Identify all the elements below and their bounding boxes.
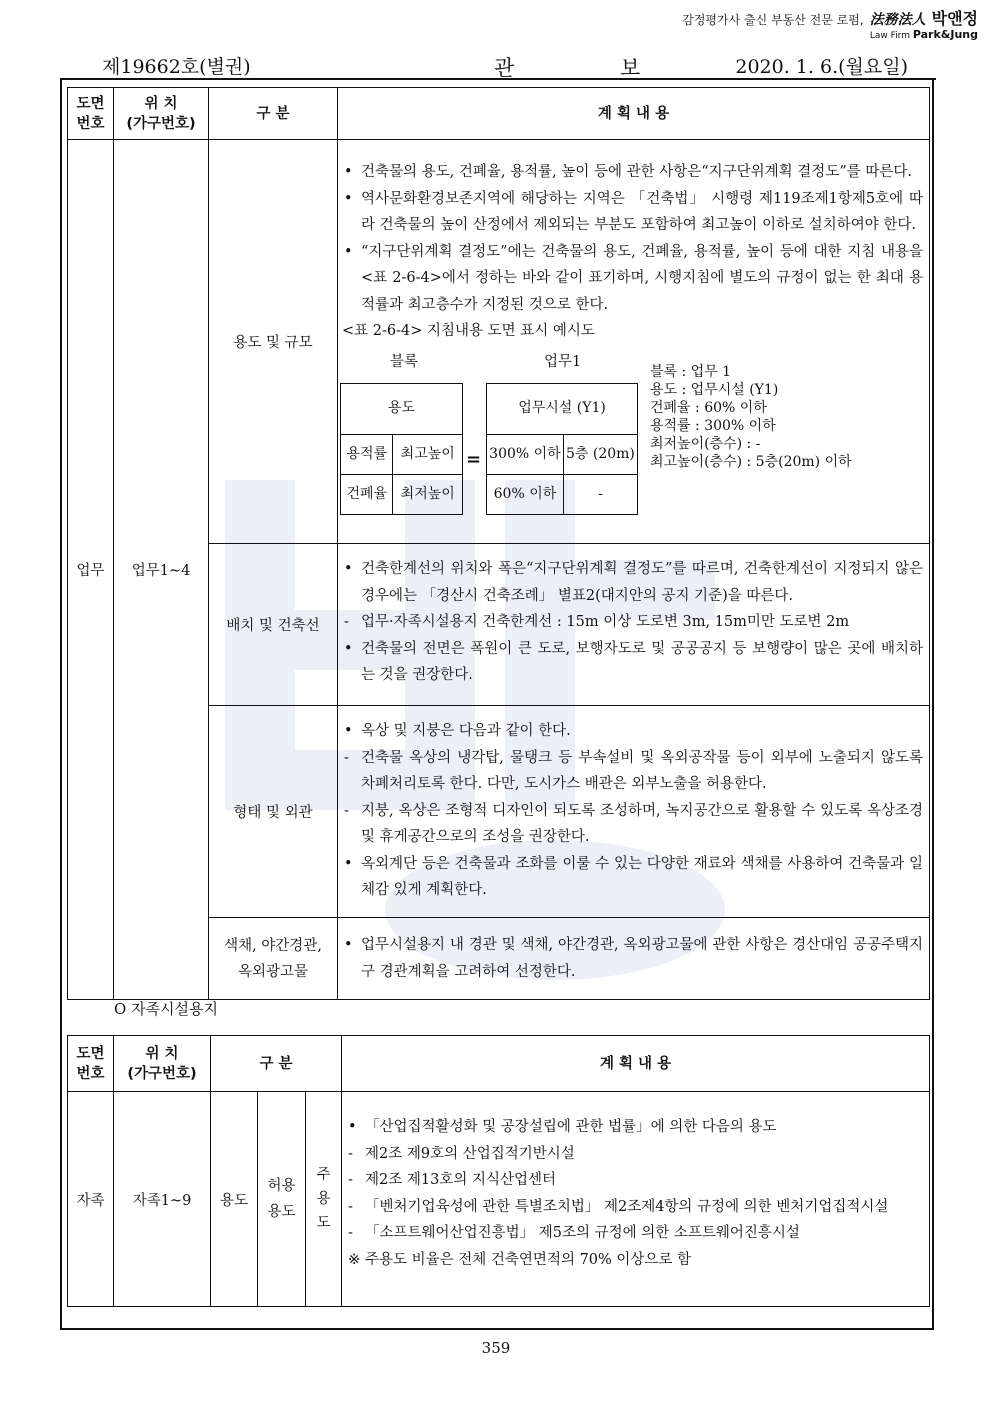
list-item <box>344 239 923 319</box>
division-line: 색채, 야간경관, <box>224 937 322 954</box>
list-item <box>344 159 923 186</box>
list-item <box>344 745 923 798</box>
header-location-line1: 위 치 <box>145 1045 179 1062</box>
header-drawing-no-line1: 도면 <box>76 1045 105 1062</box>
main-use-char: 용 <box>316 1191 331 1207</box>
list-item <box>344 556 923 609</box>
item-text: 제2조 제9호의 산업집적기반시설 <box>365 1145 575 1162</box>
firm-hanja: 法務法人 <box>869 12 926 28</box>
main-use-char: 도 <box>316 1215 331 1231</box>
header-location <box>114 1036 211 1092</box>
firm-english-name: Park&Jung <box>912 28 978 41</box>
bullet-mark: • <box>344 561 353 577</box>
plan-color-night-ads <box>338 918 930 1000</box>
bullet-mark: • <box>344 190 353 207</box>
law-firm-mark <box>682 6 978 41</box>
diagram-left-use: 용도 <box>341 383 463 434</box>
use-cell: 용도 <box>211 1092 258 1307</box>
list-item <box>348 1194 923 1221</box>
table-row <box>68 1092 930 1307</box>
location-cell: 업무1~4 <box>114 140 209 1000</box>
bullet-mark: • <box>344 855 353 872</box>
legend-line: 최고높이(층수) : 5층(20m) 이하 <box>650 453 852 470</box>
diagram-caption: <표 2-6-4> 지침내용 도면 표시 예시도 <box>342 323 595 339</box>
header-location <box>114 88 209 140</box>
diagram-left-bcr: 건폐율 <box>341 474 393 514</box>
plan-use-scale <box>338 140 930 544</box>
item-text: 주용도 비율은 전체 건축연면적의 70% 이상으로 함 <box>365 1251 692 1268</box>
section-title-self-sufficient: O 자족시설용지 <box>114 1000 219 1018</box>
diagram-left-max-height: 최고높이 <box>393 434 463 474</box>
legend-line: 용적률 : 300% 이하 <box>650 417 776 434</box>
diagram-right-table <box>486 383 638 515</box>
item-text: 옥외계단 등은 건축물과 조화를 이룰 수 있는 다양한 재료와 색채를 사용하여 건축물과 일체감 있게 계획한다. <box>361 855 923 898</box>
header-location-line1: 위 치 <box>144 95 178 112</box>
header-drawing-no <box>68 1036 114 1092</box>
legend-line: 블록 : 업무 1 <box>650 363 732 380</box>
issue-date: 2020. 1. 6.(월요일) <box>735 56 908 78</box>
diagram-block-label: 블록 <box>390 353 419 370</box>
list-item <box>348 1220 923 1247</box>
bullet-mark: • <box>344 640 353 657</box>
header-location-line2: (가구번호) <box>127 1065 197 1082</box>
list-item <box>348 1114 923 1141</box>
diagram-equals: = <box>466 448 482 470</box>
diagram-left-min-height: 최저높이 <box>393 474 463 514</box>
list-item <box>348 1247 923 1274</box>
item-text: 「산업집적활성화 및 공장설립에 관한 법률」에 의한 다음의 용도 <box>365 1119 777 1135</box>
item-text: 「벤처기업육성에 관한 특별조치법」 제2조제4항의 규정에 의한 벤처기업집적시설 <box>365 1198 889 1215</box>
list-item <box>348 1167 923 1194</box>
header-division: 구 분 <box>211 1036 342 1092</box>
item-text: “지구단위계획 결정도”에는 건축물의 용도, 건폐율, 용적률, 높이 등에 대한 지침 내용을 <표 2-6-4>에서 정하는 바와 같이 표기하며, 시행지침에 별도의 규정이 없는 한 최대 용적률과 최고층수가 지정된 것으로 한다. <box>361 243 923 313</box>
table-header-row <box>68 88 930 140</box>
header-location-line2: (가구번호) <box>126 115 196 132</box>
plan-table-self-sufficient <box>67 1035 930 1307</box>
header-plan: 계 획 내 용 <box>342 1036 930 1092</box>
list-item <box>344 609 923 636</box>
page-number: 359 <box>481 1339 511 1357</box>
legend-line: 용도 : 업무시설 (Y1) <box>650 381 779 398</box>
division-form: 형태 및 외관 <box>209 706 338 918</box>
diagram-right-use: 업무시설 (Y1) <box>487 383 638 434</box>
bullet-mark: - <box>348 1198 353 1215</box>
division-color-night-ads <box>209 918 338 1000</box>
firm-description: 감정평가사 출신 부동산 전문 로펌, <box>682 13 864 27</box>
gazette-title-right: 보 <box>620 56 641 80</box>
item-text: 건축물의 용도, 건폐율, 용적률, 높이 등에 관한 사항은“지구단위계획 결정도”를 따른다. <box>361 164 912 180</box>
bullet-mark: - <box>344 749 349 766</box>
item-text: 「소프트웨어산업진흥법」 제5조의 규정에 의한 소프트웨어진흥시설 <box>365 1225 800 1241</box>
gazette-header <box>60 52 936 80</box>
diagram-block-value: 업무1 <box>544 353 582 370</box>
list-item <box>344 718 923 745</box>
gazette-title-left: 관 <box>494 56 515 80</box>
firm-korean-name: 박앤정 <box>931 9 978 28</box>
bullet-mark: - <box>344 614 349 630</box>
plan-table-business <box>67 87 930 1000</box>
diagram-right-far: 300% 이하 <box>487 434 564 474</box>
bullet-mark: - <box>348 1172 353 1188</box>
bullet-mark: - <box>348 1225 353 1241</box>
item-text: 건축물의 전면은 폭원이 큰 도로, 보행자도로 및 공공공지 등 보행량이 많은 곳에 배치하는 것을 권장한다. <box>361 640 923 683</box>
header-division: 구 분 <box>209 88 338 140</box>
header-drawing-no <box>68 88 114 140</box>
item-text: 건축물 옥상의 냉각탑, 물탱크 등 부속설비 및 옥외공작물 등이 외부에 노출되지 않도록 차폐처리토록 한다. 다만, 도시가스 배관은 외부노출을 허용한다. <box>361 749 923 792</box>
main-use-char: 주 <box>316 1167 331 1183</box>
legend-line: 건폐율 : 60% 이하 <box>650 399 767 416</box>
drawing-no-cell: 자족 <box>68 1092 114 1307</box>
item-text: 업무·자족시설용지 건축한계선 : 15m 이상 도로변 3m, 15m미만 도로변 2m <box>361 614 850 630</box>
bullet-mark: • <box>344 164 353 180</box>
item-text: 지붕, 옥상은 조형적 디자인이 되도록 조성하며, 녹지공간으로 활용할 수 있도록 옥상조경 및 휴게공간으로의 조성을 권장한다. <box>361 802 923 845</box>
list-item <box>348 1141 923 1168</box>
bullet-mark: - <box>344 802 349 819</box>
list-item <box>344 851 923 904</box>
guideline-diagram <box>344 345 923 515</box>
allowed-use-cell <box>258 1092 306 1307</box>
division-use-scale: 용도 및 규모 <box>209 140 338 544</box>
allowed-use-line: 용도 <box>267 1204 296 1220</box>
list-item <box>344 636 923 689</box>
firm-english-small: Law Firm <box>869 31 910 41</box>
legend-line: 최저높이(층수) : - <box>650 435 761 452</box>
header-drawing-no-line2: 번호 <box>76 1065 105 1082</box>
main-use-cell <box>306 1092 342 1307</box>
bullet-mark: ※ <box>348 1251 361 1268</box>
allowed-use-line: 허용 <box>267 1178 296 1194</box>
table-header-row <box>68 1036 930 1092</box>
plan-placement <box>338 544 930 706</box>
diagram-legend <box>650 363 852 471</box>
diagram-right-max-height: 5층 (20m) <box>563 434 637 474</box>
drawing-no-cell: 업무 <box>68 140 114 1000</box>
item-text: 옥상 및 지붕은 다음과 같이 한다. <box>361 723 571 739</box>
item-text: 건축한계선의 위치와 폭은“지구단위계획 결정도”를 따르며, 건축한계선이 지정되지 않은 경우에는 「경산시 건축조례」 별표2(대지안의 공지 기준)을 따른다. <box>361 561 923 604</box>
bullet-mark: • <box>344 937 353 953</box>
bullet-mark: - <box>348 1145 353 1162</box>
item-text: 업무시설용지 내 경관 및 색채, 야간경관, 옥외광고물에 관한 사항은 경산대임 공공주택지구 경관계획을 고려하여 선정한다. <box>361 937 923 980</box>
diagram-right-bcr: 60% 이하 <box>487 474 564 514</box>
list-item <box>344 186 923 239</box>
item-text: 제2조 제13호의 지식산업센터 <box>365 1172 557 1188</box>
division-placement: 배치 및 건축선 <box>209 544 338 706</box>
item-text: 역사문화환경보존지역에 해당하는 지역은 「건축법」 시행령 제119조제1항제5호에 따라 건축물의 높이 산정에서 제외되는 부분도 포함하여 최고높이 이하로 설치하여야 한다. <box>361 190 923 233</box>
division-line: 옥외광고물 <box>237 963 309 980</box>
bullet-mark: • <box>348 1119 357 1135</box>
list-item <box>344 798 923 851</box>
bullet-mark: • <box>344 243 353 260</box>
plan-self-sufficient <box>342 1092 930 1307</box>
plan-form <box>338 706 930 918</box>
header-plan: 계 획 내 용 <box>338 88 930 140</box>
location-cell: 자족1~9 <box>114 1092 211 1307</box>
diagram-right-min-height: - <box>563 474 637 514</box>
diagram-left-table <box>340 383 463 515</box>
header-drawing-no-line2: 번호 <box>76 115 105 132</box>
table-row <box>68 140 930 544</box>
firm-english <box>682 28 978 41</box>
diagram-left-far: 용적률 <box>341 434 393 474</box>
bullet-mark: • <box>344 723 353 739</box>
list-item <box>344 932 923 985</box>
header-drawing-no-line1: 도면 <box>76 95 105 112</box>
issue-number: 제19662호(별권) <box>102 56 251 78</box>
